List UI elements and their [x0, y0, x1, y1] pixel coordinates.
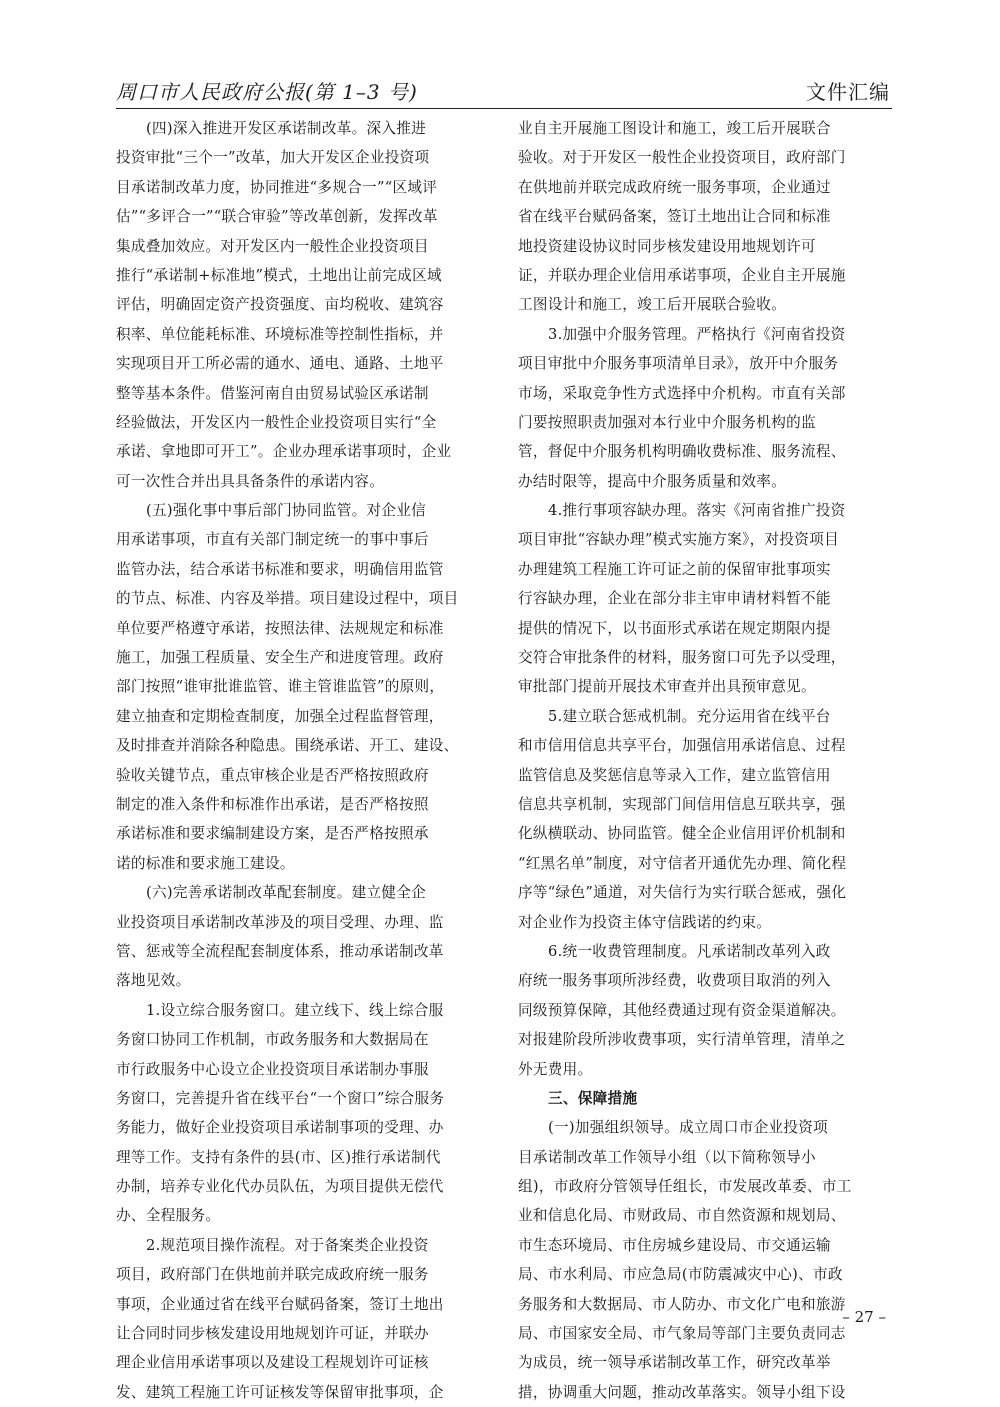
text-line: 业和信息化局、市财政局、市自然资源和规划局、: [518, 1207, 846, 1225]
text-line: 市生态环境局、市住房城乡建设局、市交通运输: [518, 1236, 831, 1254]
text-line: 行容缺办理，企业在部分非主审申请材料暂不能: [518, 590, 831, 608]
text-line: “红黑名单”制度，对守信者开通优先办理、简化程: [518, 854, 847, 872]
text-line: 及时排查并消除各种隐患。围绕承诺、开工、建设、: [116, 737, 459, 755]
text-line: 办、全程服务。: [116, 1207, 221, 1225]
text-line: 局、市国家安全局、市气象局等部门主要负责同志: [518, 1325, 846, 1343]
text-line: 为成员，统一领导承诺制改革工作，研究改革举: [518, 1354, 831, 1372]
text-line: 事项，企业通过省在线平台赋码备案，签订土地出: [116, 1295, 444, 1313]
text-line: 理等工作。支持有条件的县(市、区)推行承诺制代: [116, 1148, 441, 1166]
page-header: [116, 72, 892, 109]
text-line: 5.建立联合惩戒机制。充分运用省在线平台: [548, 707, 831, 725]
text-line: 外无费用。: [518, 1060, 593, 1078]
text-line: 管，督促中介服务机构明确收费标准、服务流程、: [518, 443, 846, 461]
text-line: 集成叠加效应。对开发区内一般性企业投资项目: [116, 237, 429, 255]
text-line: 务窗口协同工作机制，市政务服务和大数据局在: [116, 1031, 429, 1049]
left-column: [116, 114, 488, 1407]
text-line: 监管信息及奖惩信息等录入工作，建立监管信用: [518, 766, 831, 784]
text-line: 理企业信用承诺事项以及建设工程规划许可证核: [116, 1354, 429, 1372]
text-line: 4.推行事项容缺办理。落实《河南省推广投资: [548, 502, 846, 520]
text-line: 管、惩戒等全流程配套制度体系，推动承诺制改革: [116, 942, 444, 960]
text-line: 序等“绿色”通道，对失信行为实行联合惩戒，强化: [518, 884, 847, 902]
text-line: 承诺、拿地即可开工”。企业办理承诺事项时，企业: [116, 443, 452, 461]
text-line: 验收关键节点，重点审核企业是否严格按照政府: [116, 766, 429, 784]
text-line: 6.统一收费管理制度。凡承诺制改革列入政: [548, 942, 831, 960]
text-line: (一)加强组织领导。成立周口市企业投资项: [548, 1119, 829, 1137]
text-line: 目承诺制改革工作领导小组（以下简称领导小: [518, 1148, 816, 1166]
text-line: 办理建筑工程施工许可证之前的保留审批事项实: [518, 560, 831, 578]
text-line: 单位要严格遵守承诺，按照法律、法规规定和标准: [116, 619, 444, 637]
text-line: 制定的准入条件和标准作出承诺，是否严格按照: [116, 795, 429, 813]
text-line: 对企业作为投资主体守信践诺的约束。: [518, 913, 772, 931]
text-line: 施工，加强工程质量、安全生产和进度管理。政府: [116, 649, 444, 667]
text-line: 同级预算保障，其他经费通过现有资金渠道解决。: [518, 1001, 846, 1019]
text-line: 可一次性合并出具具备条件的承诺内容。: [116, 472, 385, 490]
text-line: 提供的情况下，以书面形式承诺在规定期限内提: [518, 619, 831, 637]
page-number: – 27 –: [842, 1308, 886, 1326]
text-line: 建立抽查和定期检查制度，加强全过程监督管理，: [116, 707, 444, 725]
text-line: 务窗口，完善提升省在线平台“一个窗口”综合服务: [116, 1089, 445, 1107]
text-line: 交符合审批条件的材料，服务窗口可先予以受理，: [518, 649, 846, 667]
text-line: 的节点、标准、内容及举措。项目建设过程中，项目: [116, 590, 459, 608]
text-line: 承诺标准和要求编制建设方案，是否严格按照承: [116, 825, 429, 843]
text-line: 投资审批“三个一”改革，加大开发区企业投资项: [116, 149, 430, 167]
text-line: 在供地前并联完成政府统一服务事项，企业通过: [518, 178, 831, 196]
text-line: 措，协调重大问题，推动改革落实。领导小组下设: [518, 1383, 846, 1401]
text-line: 信息共享机制，实现部门间信用信息互联共享，强: [518, 795, 846, 813]
text-line: 估”“多评合一”“联合审验”等改革创新，发挥改革: [116, 208, 438, 226]
text-line: 监管办法，结合承诺书标准和要求，明确信用监管: [116, 560, 444, 578]
publication-title: 周口市人民政府公报(第 1–3 号): [116, 80, 418, 104]
text-line: 用承诺事项，市直有关部门制定统一的事中事后: [116, 531, 429, 549]
text-line: 评估，明确固定资产投资强度、亩均税收、建筑容: [116, 296, 444, 314]
text-line: 办制，培养专业化代办员队伍，为项目提供无偿代: [116, 1178, 444, 1196]
text-line: 验收。对于开发区一般性企业投资项目，政府部门: [518, 149, 846, 167]
text-line: 务服务和大数据局、市人防办、市文化广电和旅游: [518, 1295, 846, 1313]
text-line: 工图设计和施工，竣工后开展联合验收。: [518, 296, 787, 314]
text-line: 市行政服务中心设立企业投资项目承诺制办事服: [116, 1060, 429, 1078]
text-line: 落地见效。: [116, 972, 191, 990]
text-line: 目承诺制改革力度，协同推进“多规合一”“区域评: [116, 178, 438, 196]
text-line: 办结时限等，提高中介服务质量和效率。: [518, 472, 787, 490]
text-line: 市场，采取竞争性方式选择中介机构。市直有关部: [518, 384, 846, 402]
text-line: 省在线平台赋码备案，签订土地出让合同和标准: [518, 208, 831, 226]
text-line: 府统一服务事项所涉经费，收费项目取消的列入: [518, 972, 831, 990]
text-line: 整等基本条件。借鉴河南自由贸易试验区承诺制: [116, 384, 429, 402]
text-line: (四)深入推进开发区承诺制改革。深入推进: [146, 120, 427, 137]
text-line: 推行“承诺制+标准地”模式，土地出让前完成区域: [116, 266, 442, 284]
text-line: 地投资建设协议时同步核发建设用地规划许可: [518, 237, 816, 255]
text-line: 对报建阶段所涉收费事项，实行清单管理，清单之: [518, 1031, 846, 1049]
text-line: 业投资项目承诺制改革涉及的项目受理、办理、监: [116, 913, 444, 931]
text-line: (五)强化事中事后部门协同监管。对企业信: [146, 502, 427, 520]
text-line: 务能力，做好企业投资项目承诺制事项的受理、办: [116, 1119, 444, 1137]
text-line: 项目审批“容缺办理”模式实施方案》，对投资项目: [518, 531, 839, 549]
text-line: 2.规范项目操作流程。对于备案类企业投资: [146, 1236, 429, 1254]
text-line: 项目审批中介服务事项清单目录》，放开中介服务: [518, 355, 839, 373]
section-heading: 三、保障措施: [548, 1089, 638, 1107]
text-line: 3.加强中介服务管理。严格执行《河南省投资: [548, 325, 846, 343]
text-line: 门要按照职责加强对本行业中介服务机构的监: [518, 413, 816, 431]
text-line: 化纵横联动、协同监管。健全企业信用评价机制和: [518, 825, 846, 843]
text-line: 让合同时同步核发建设用地规划许可证，并联办: [116, 1325, 429, 1343]
text-line: 项目，政府部门在供地前并联完成政府统一服务: [116, 1266, 429, 1284]
text-line: 组)，市政府分管领导任组长，市发展改革委、市工: [518, 1178, 852, 1196]
text-line: 诺的标准和要求施工建设。: [116, 854, 295, 872]
right-column: [518, 114, 890, 1407]
text-line: 审批部门提前开展技术审查并出具预审意见。: [518, 678, 816, 696]
text-line: 和市信用信息共享平台，加强信用承诺信息、过程: [518, 737, 846, 755]
text-line: 实现项目开工所必需的通水、通电、通路、土地平: [116, 355, 444, 373]
text-line: 局、市水利局、市应急局(市防震减灾中心)、市政: [518, 1266, 843, 1284]
section-title: 文件汇编: [806, 80, 890, 104]
text-line: 1.设立综合服务窗口。建立线下、线上综合服: [146, 1001, 444, 1019]
text-line: 证，并联办理企业信用承诺事项，企业自主开展施: [518, 266, 846, 284]
text-line: 部门按照“谁审批谁监管、谁主管谁监管”的原则，: [116, 678, 445, 696]
text-line: 经验做法，开发区内一般性企业投资项目实行“全: [116, 413, 437, 431]
text-line: 积率、单位能耗标准、环境标准等控制性指标，并: [116, 325, 444, 343]
text-line: 业自主开展施工图设计和施工，竣工后开展联合: [518, 120, 831, 137]
text-line: (六)完善承诺制改革配套制度。建立健全企: [146, 884, 427, 902]
text-line: 发、建筑工程施工许可证核发等保留审批事项，企: [116, 1383, 444, 1401]
